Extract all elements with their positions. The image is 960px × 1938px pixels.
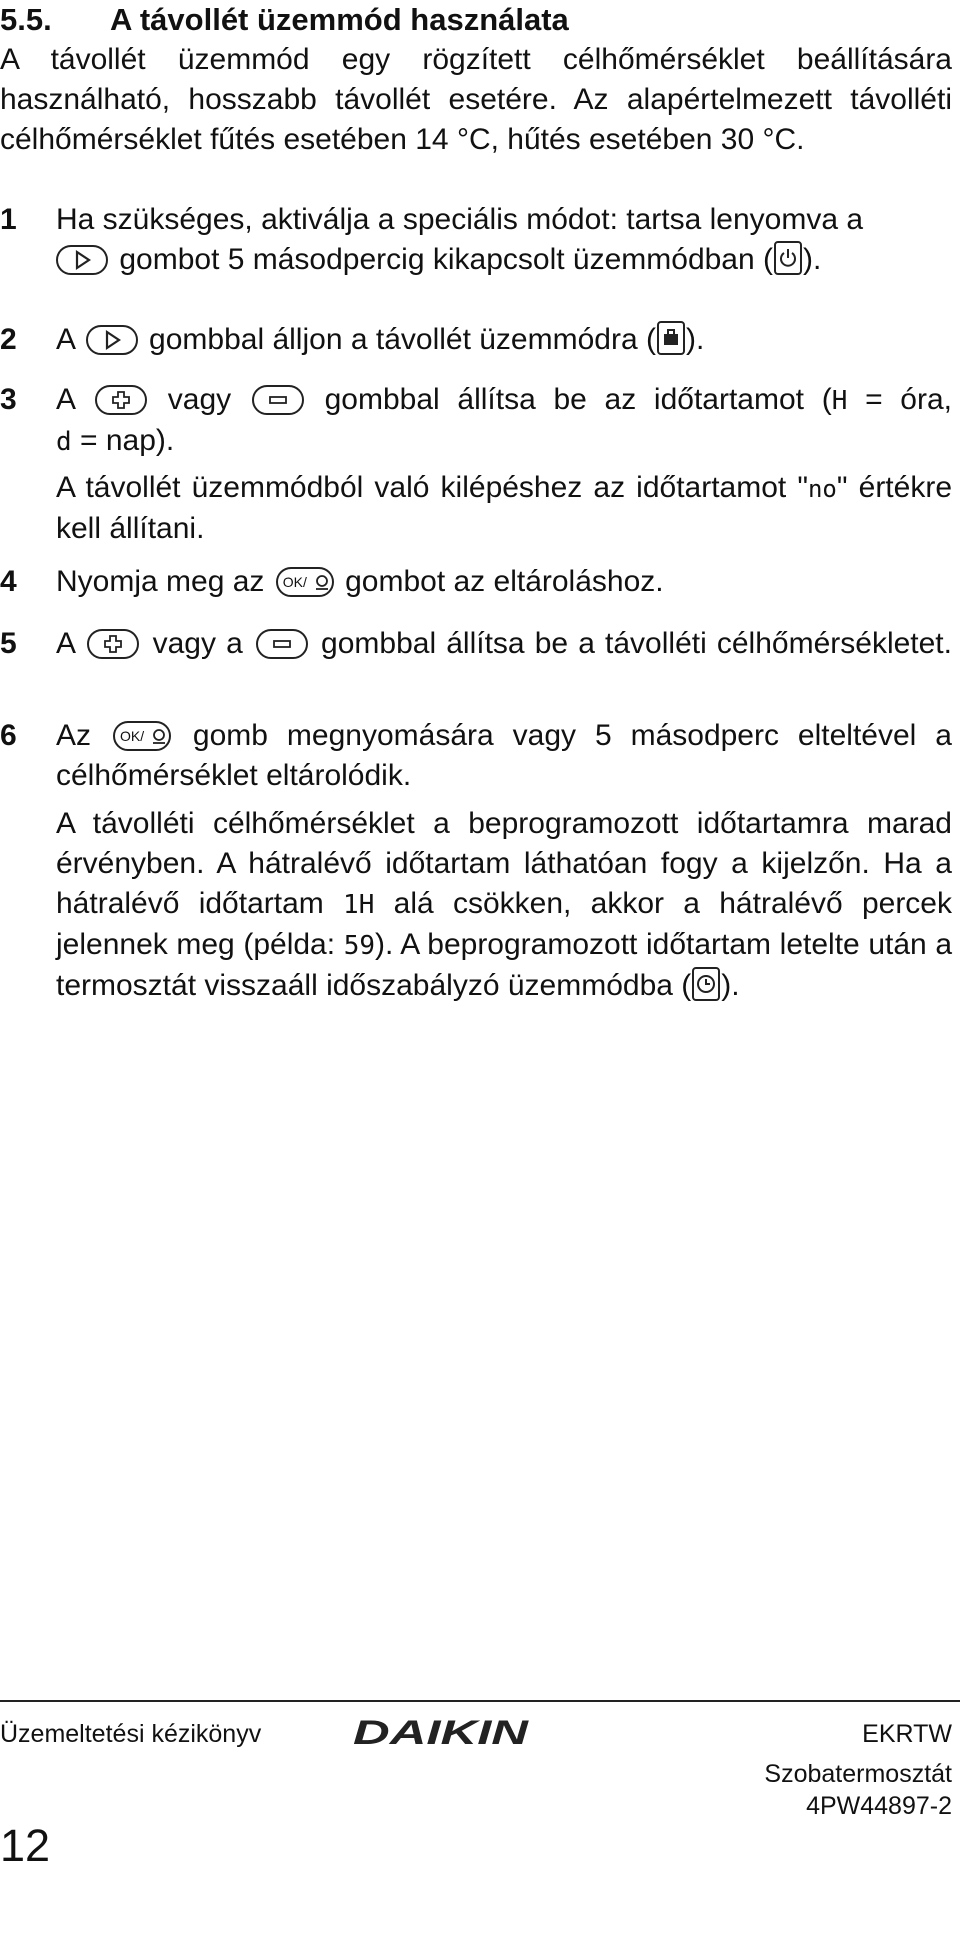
step-3: [56, 380, 952, 549]
step-5: [56, 624, 952, 664]
footer-doc-code: 4PW44897-2: [806, 1792, 952, 1820]
step-text: Az: [56, 719, 92, 752]
play-button-icon: [56, 245, 108, 275]
clock-icon: [692, 967, 720, 1001]
lcd-59-symbol: 59: [343, 931, 376, 961]
step-note: A távolléti célhőmérséklet a beprogramozott időtartamra marad érvényben. A hátralévő időtartam láthatóan fogy a kijelzőn. Ha a hátralévő időtartam: [56, 807, 952, 920]
step-number: 6: [0, 719, 17, 752]
lcd-no-symbol: no: [807, 475, 837, 503]
power-icon: [774, 241, 802, 275]
svg-text:DAIKIN: DAIKIN: [353, 1714, 531, 1752]
step-text: gombbal állítsa be a távolléti célhőmérsékletet.: [321, 627, 952, 660]
section-number: 5.5.: [0, 2, 52, 37]
lcd-hour-symbol: H: [831, 386, 848, 416]
suitcase-icon: [657, 321, 685, 355]
step-number: 3: [0, 383, 17, 416]
ok-button-icon: OK/: [276, 567, 334, 597]
step-text: gombot az eltároláshoz.: [345, 565, 664, 598]
step-text: gombbal állítsa be az időtartamot (: [324, 383, 832, 416]
lcd-day-symbol: d: [56, 427, 72, 457]
step-note: " értékre kell állítani.: [56, 471, 952, 545]
step-number: 2: [0, 323, 17, 356]
step-text: vagy a: [152, 627, 243, 660]
plus-button-icon: [87, 629, 139, 659]
step-text: gomb megnyomására vagy 5 másodperc elteltével a célhőmérséklet eltárolódik.: [56, 719, 952, 792]
page-number: 12: [0, 1820, 51, 1871]
step-text: ).: [685, 323, 705, 356]
step-text: A: [56, 627, 75, 660]
step-text: Nyomja meg az: [56, 565, 265, 598]
minus-button-icon: [256, 629, 308, 659]
section-title: A távollét üzemmód használata: [110, 2, 569, 37]
minus-button-icon: [252, 385, 304, 415]
step-note: ). A beprogramozott időtartam letelte után a termosztát visszaáll időszabályzó üzemmódba (: [56, 928, 953, 1002]
step-text: = óra,: [865, 383, 952, 416]
step-text: gombbal álljon a távollét üzemmódra (: [149, 323, 656, 356]
ok-button-icon: OK/: [113, 721, 171, 751]
play-button-icon: [86, 325, 138, 355]
step-text: ).: [803, 243, 822, 276]
plus-button-icon: [95, 385, 147, 415]
footer-divider: [0, 1700, 960, 1702]
step-6: [56, 716, 952, 1006]
step-2: [56, 320, 952, 360]
step-number: 4: [0, 565, 17, 598]
daikin-logo: [345, 1712, 535, 1757]
step-note: alá csökken, akkor a hátralévő percek jelennek meg (példa:: [56, 887, 952, 961]
footer-manual-title: Üzemeltetési kézikönyv: [0, 1720, 262, 1748]
step-4: [56, 562, 952, 602]
step-text: = nap).: [80, 424, 175, 457]
step-text: gombot 5 másodpercig kikapcsolt üzemmódban (: [119, 243, 774, 276]
footer-product: Szobatermosztát: [764, 1760, 952, 1788]
step-note: ).: [721, 969, 740, 1002]
step-text: vagy: [167, 383, 232, 416]
step-1: [56, 200, 952, 280]
step-text: A: [56, 383, 75, 416]
lcd-1h-symbol: 1H: [343, 890, 375, 920]
step-text: A: [56, 323, 75, 356]
step-note: A távollét üzemmódból való kilépéshez az időtartamot ": [56, 471, 808, 504]
section-heading: [0, 0, 569, 40]
intro-paragraph: A távollét üzemmód egy rögzített célhőmérséklet beállítására használható, hosszabb távollét esetére. Az alapértelmezett távolléti célhőmérséklet fűtés esetében 14 °C, hűtés esetében 30 °C.: [0, 43, 952, 156]
step-number: 5: [0, 627, 17, 660]
footer-model: EKRTW: [862, 1720, 952, 1748]
step-text: Ha szükséges, aktiválja a speciális módot: tartsa lenyomva a: [56, 203, 864, 236]
step-number: 1: [0, 203, 17, 236]
